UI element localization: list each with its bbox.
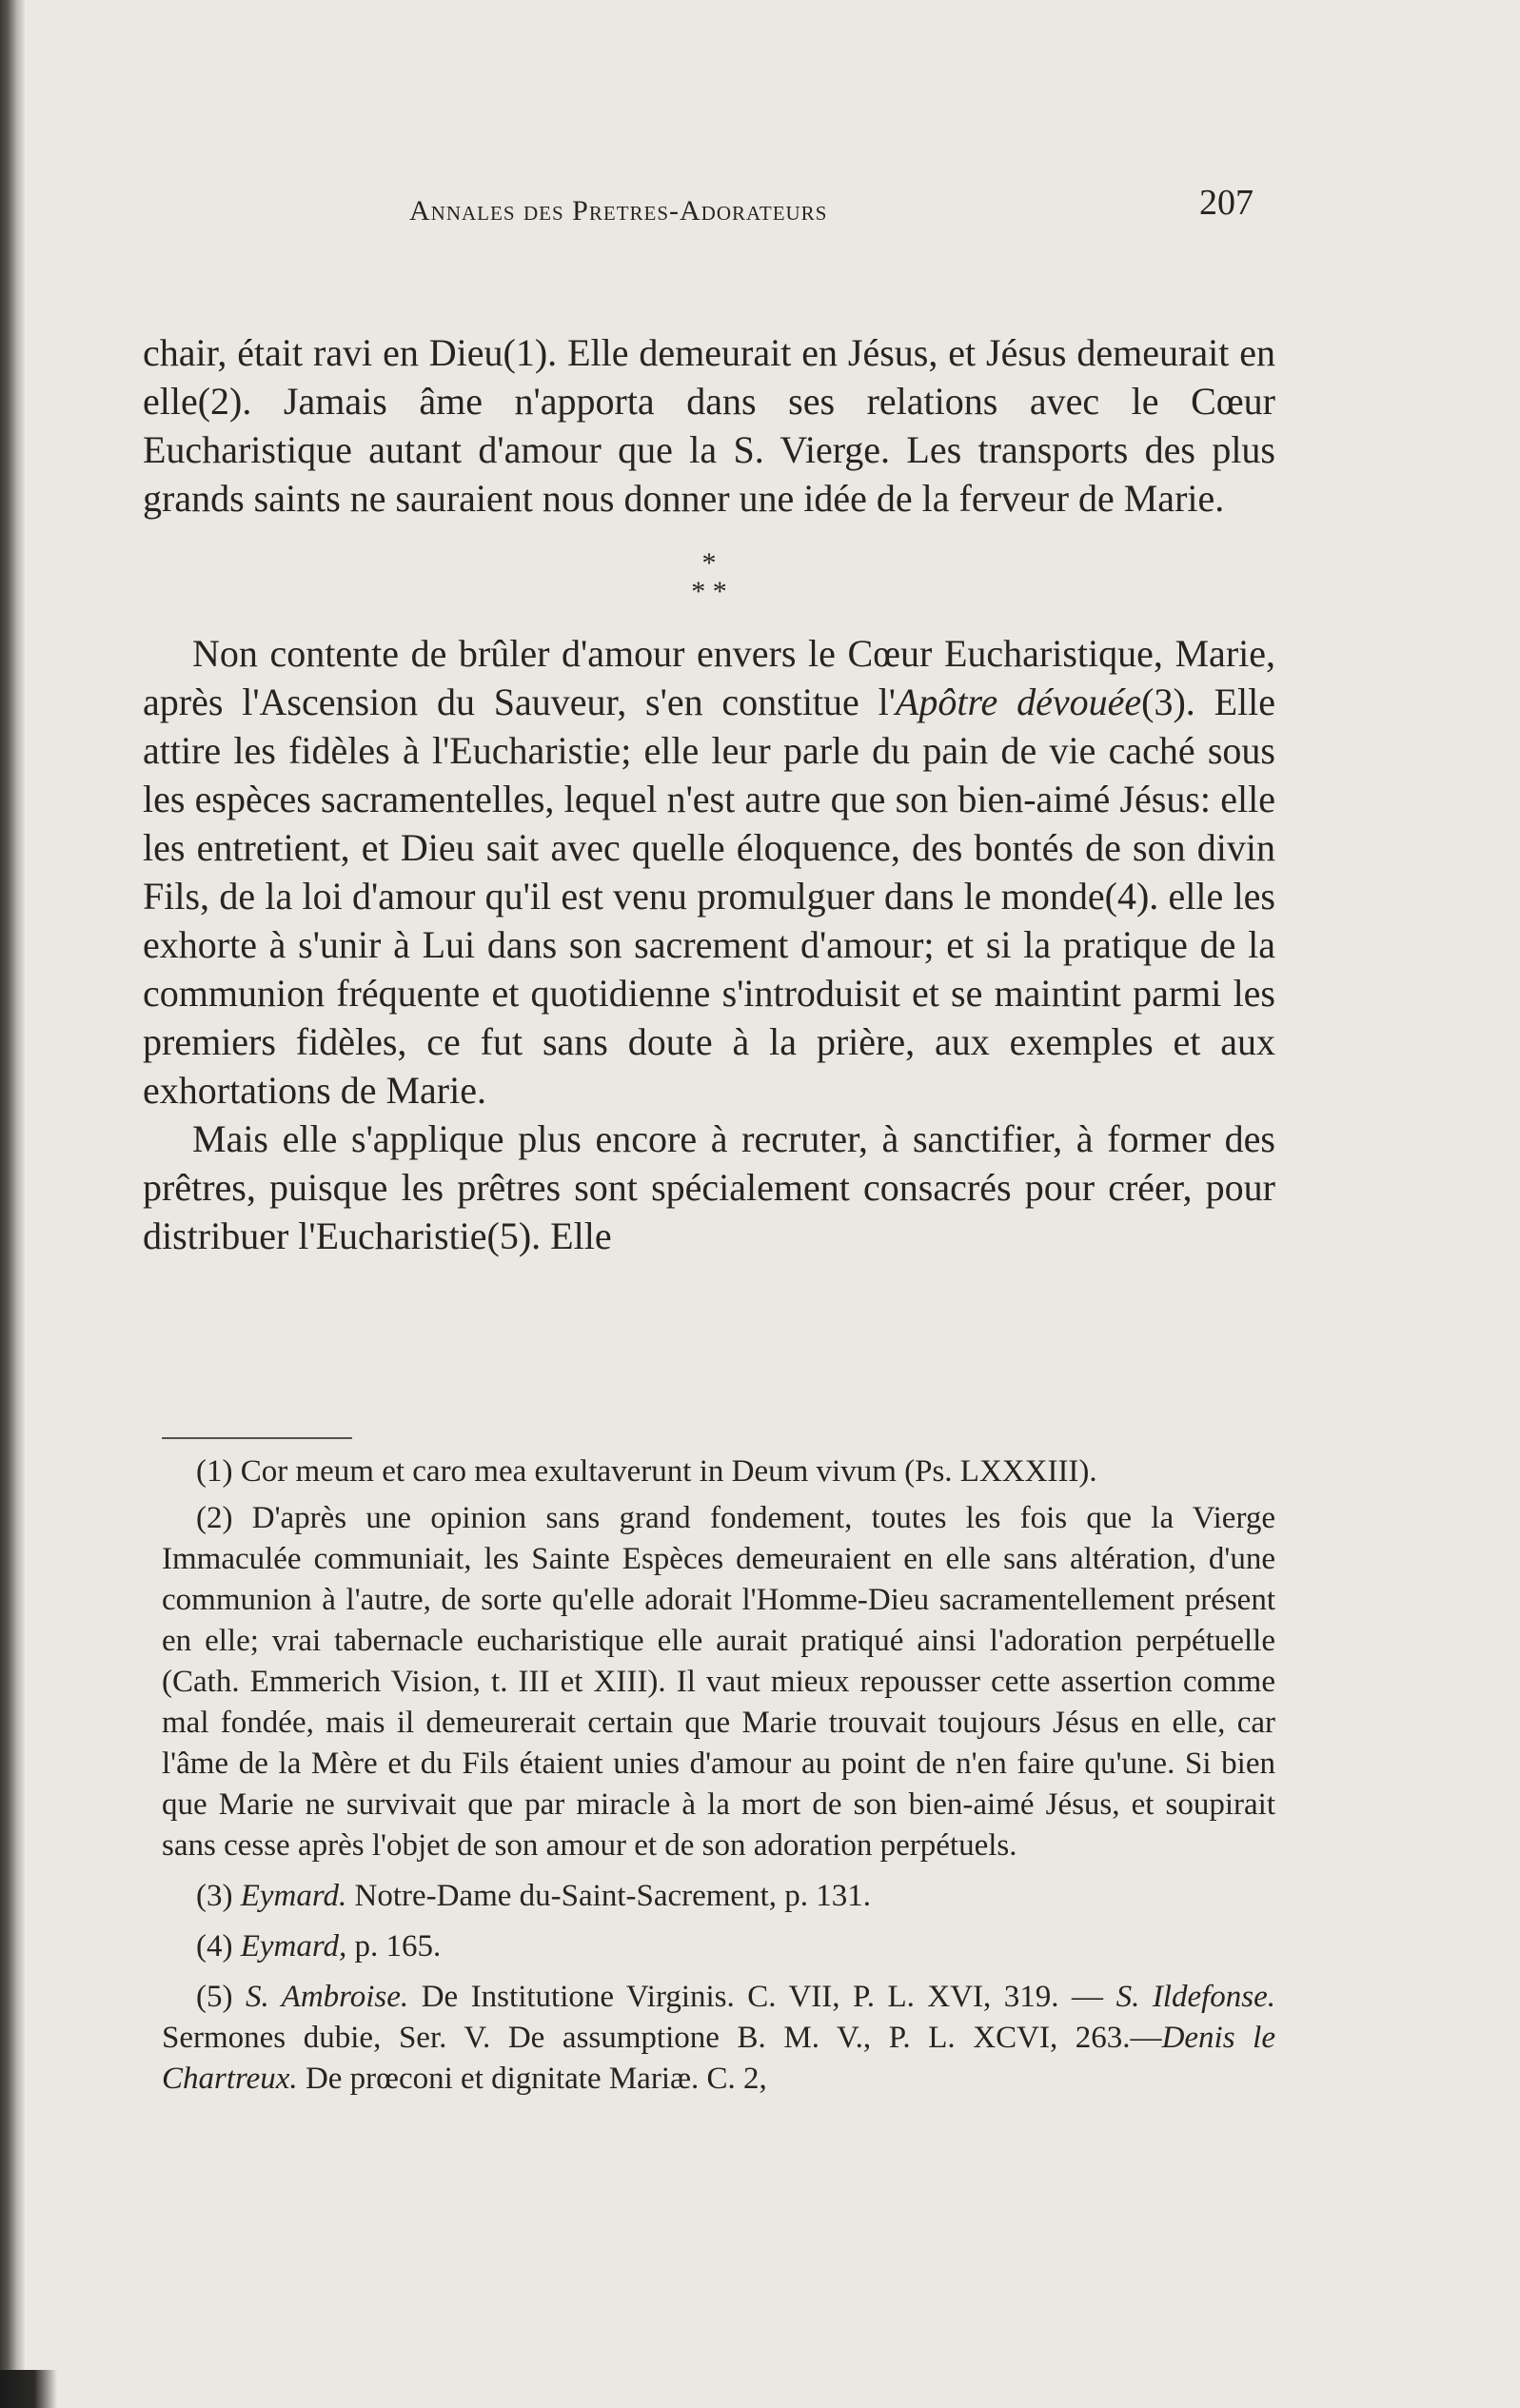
book-spine-shadow <box>0 0 25 2408</box>
footnote-separator <box>162 1437 352 1439</box>
main-text <box>143 328 1275 1260</box>
footnote-5-text-3: De prœconi et dignitate Mariæ. C. 2, <box>305 2062 767 2096</box>
footnote-4-number: (4) <box>196 1929 233 1964</box>
running-title: Annales des Pretres-Adorateurs <box>409 195 828 227</box>
footnote-3-number: (3) <box>196 1879 233 1913</box>
book-corner-shadow <box>0 2370 57 2408</box>
asterism-top: * <box>701 547 717 579</box>
footnote-3-text: Notre-Dame du-Saint-Sacrement, p. 131. <box>354 1879 872 1913</box>
paragraph-2 <box>143 629 1275 1115</box>
footnote-5-author-3: Denis le Chartreux. <box>162 2021 1275 2096</box>
paragraph-1: chair, était ravi en Dieu(1). Elle demeurait en Jésus, et Jésus demeurait en elle(2). Jamais âme n'apporta dans ses relations avec le Cœur Eucharistique autant d'amour que la S. Vierge. Les transports des plus grands saints ne sauraient nous donner une idée de la ferveur de Marie. <box>143 331 1275 520</box>
footnotes <box>162 1451 1275 2105</box>
section-asterism <box>143 549 1275 606</box>
paragraph-2-part-a: Non contente de brûler d'amour envers le Cœur Eucharistique, Marie, après l'Ascension du Sauveur, s'en constitue l' <box>143 632 1275 723</box>
paragraph-2-italic: Apôtre dévouée <box>895 681 1142 723</box>
page-number: 207 <box>1199 183 1254 223</box>
footnote-5-author-2: S. Ildefonse. <box>1115 1980 1276 2014</box>
footnote-4 <box>162 1926 1275 1967</box>
footnote-3-author: Eymard. <box>240 1879 347 1913</box>
book-page <box>143 176 1285 2356</box>
paragraph-3: Mais elle s'applique plus encore à recruter, à sanctifier, à former des prêtres, puisque les prêtres sont spécialement consacrés pour créer, pour distribuer l'Eucharistie(5). Elle <box>143 1117 1275 1257</box>
footnote-5 <box>162 1977 1275 2100</box>
footnote-1: (1) Cor meum et caro mea exultaverunt in Deum vivum (Ps. LXXXIII). <box>196 1454 1097 1489</box>
footnote-5-number: (5) <box>196 1980 233 2014</box>
asterism-bottom: * * <box>691 576 727 607</box>
footnote-5-author-1: S. Ambroise. <box>246 1980 409 2014</box>
paragraph-2-part-b: (3). Elle attire les fidèles à l'Eucharistie; elle leur parle du pain de vie caché sous les espèces sacramentelles, lequel n'est autre que son bien-aimé Jésus: elle les entretient, et Dieu sait avec quelle éloquence, des bontés de son divin Fils, de la loi d'amour qu'il est venu promulguer dans le monde(4). elle les exhorte à s'unir à Lui dans son sacrement d'amour; et si la pratique de la communion fréquente et quotidienne s'introduisit et se maintint parmi les premiers fidèles, ce fut sans doute à la prière, aux exemples et aux exhortations de Marie. <box>143 681 1275 1112</box>
footnote-4-author: Eymard, <box>240 1929 347 1964</box>
footnote-2: (2) D'après une opinion sans grand fondement, toutes les fois que la Vierge Immaculée communiait, les Sainte Espèces demeuraient en elle sans altération, d'une communion à l'autre, de sorte qu'elle adorait l'Homme-Dieu sacramentellement présent en elle; vrai tabernacle eucharistique elle aurait pratiqué ainsi l'adoration perpétuelle (Cath. Emmerich Vision, t. III et XIII). Il vaut mieux repousser cette assertion comme mal fondée, mais il demeurerait certain que Marie trouvait toujours Jésus en elle, car l'âme de la Mère et du Fils étaient unies d'amour au point de n'en faire qu'une. Si bien que Marie ne survivait que par miracle à la mort de son bien-aimé Jésus, et soupirait sans cesse après l'objet de son amour et de son adoration perpétuels. <box>162 1501 1275 1863</box>
footnote-5-text-1: De Institutione Virginis. C. VII, P. L. XVI, 319. — <box>421 1980 1104 2014</box>
footnote-4-text: p. 165. <box>354 1929 442 1964</box>
footnote-5-text-2: Sermones dubie, Ser. V. De assumptione B. M. V., P. L. XCVI, 263.— <box>162 2021 1162 2055</box>
footnote-3 <box>162 1876 1275 1917</box>
